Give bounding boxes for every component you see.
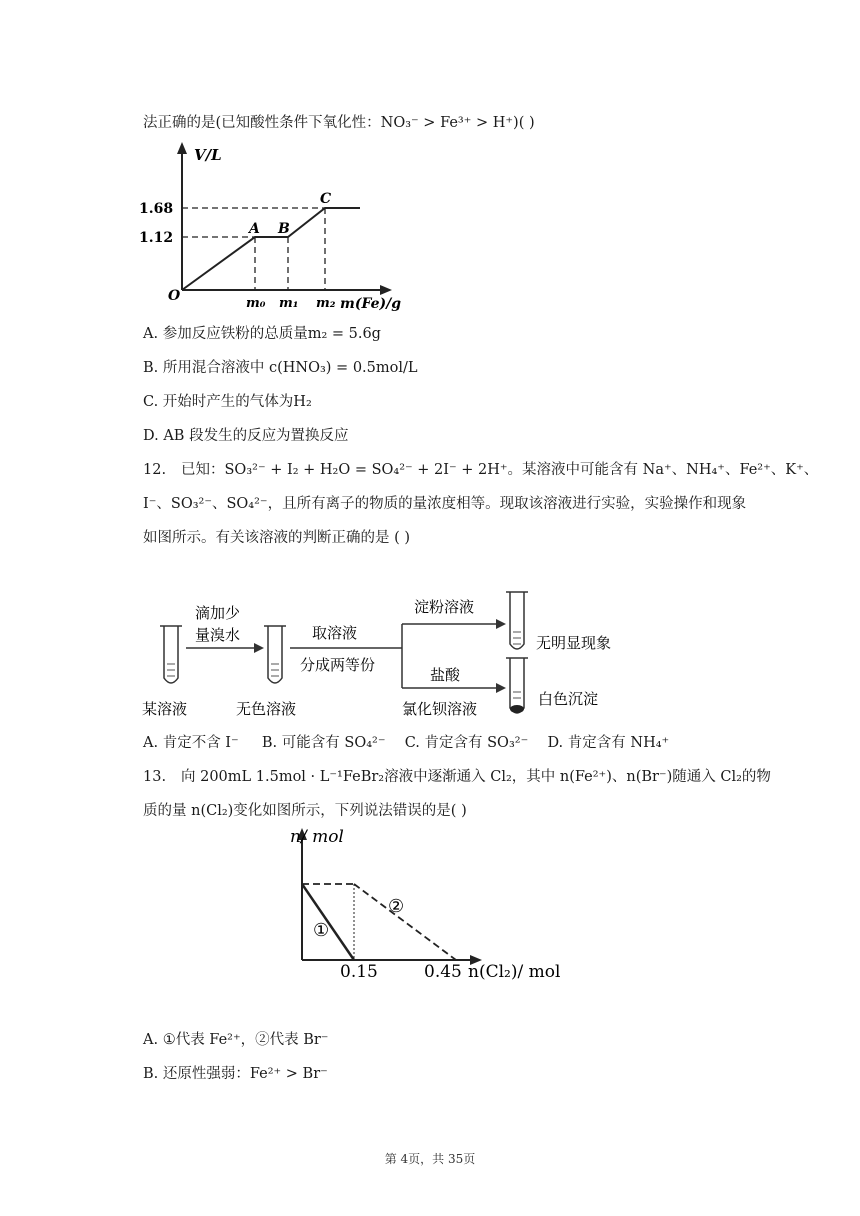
q11-x-axis-label: m(Fe)/g bbox=[340, 296, 402, 312]
q11-y-tick-2: 1.12 bbox=[139, 230, 174, 246]
q13-option-a: A. ①代表 Fe²⁺，②代表 Br⁻ bbox=[143, 1032, 329, 1048]
q13-stem-text-1: 向 200mL 1.5mol · L⁻¹FeBr₂溶液中逐渐通入 Cl₂，其中 n(Fe²⁺)、n(Br⁻)随通入 Cl₂的物 bbox=[181, 769, 771, 785]
q13-number: 13. bbox=[143, 769, 167, 785]
q11-point-c: C bbox=[320, 191, 332, 207]
q11-y-tick-1: 1.68 bbox=[139, 201, 174, 217]
page-footer: 第 4页，共 35页 bbox=[384, 1152, 476, 1166]
step1-bottom-label: 量溴水 bbox=[195, 626, 241, 644]
q11-option-b: B. 所用混合溶液中 c(HNO₃) = 0.5mol/L bbox=[143, 360, 418, 376]
branch1-reagent-label: 淀粉溶液 bbox=[414, 598, 475, 616]
q13-curve-1-label: ① bbox=[313, 920, 330, 941]
q11-point-b: B bbox=[278, 221, 290, 237]
q11-x-tick-1: m₀ bbox=[246, 296, 266, 311]
test-tube-mid-icon bbox=[264, 626, 286, 683]
q12-option-a: A. 肯定不含 I⁻ bbox=[143, 735, 239, 751]
q11-stem-tail: 法正确的是(已知酸性条件下氧化性：NO₃⁻ > Fe³⁺ > H⁺)( ) bbox=[143, 115, 535, 131]
q13-stem-line-1 bbox=[143, 767, 771, 787]
q13-x-axis-label: n(Cl₂)/ mol bbox=[468, 962, 561, 982]
test-tube-branch2-icon bbox=[506, 658, 528, 713]
q11-point-a: A bbox=[249, 221, 260, 237]
q11-volume-mass-graph bbox=[139, 140, 402, 315]
q13-curve-2-label: ② bbox=[388, 896, 405, 917]
test-tube-branch1-icon bbox=[506, 592, 528, 649]
branch1-result-label: 无明显现象 bbox=[536, 634, 612, 652]
q12-option-d: D. 肯定含有 NH₄⁺ bbox=[547, 735, 670, 751]
branch2-result-label: 白色沉淀 bbox=[538, 690, 599, 708]
q11-x-tick-3: m₂ bbox=[316, 296, 336, 311]
q13-stem-line-2: 质的量 n(Cl₂)变化如图所示，下列说法错误的是( ) bbox=[143, 803, 467, 819]
branch2-reagent-top-label: 盐酸 bbox=[430, 666, 461, 684]
branch2-reagent-bottom-label: 氯化钡溶液 bbox=[402, 700, 478, 718]
split-top-label: 取溶液 bbox=[312, 624, 358, 642]
q11-option-d: D. AB 段发生的反应为置换反应 bbox=[143, 428, 349, 444]
q12-number: 12. bbox=[143, 462, 167, 478]
start-solution-label: 某溶液 bbox=[142, 700, 188, 718]
q11-option-a: A. 参加反应铁粉的总质量m₂ = 5.6g bbox=[143, 326, 381, 342]
q13-ion-amount-graph bbox=[282, 822, 582, 984]
q13-x-tick-2: 0.45 bbox=[424, 962, 462, 982]
q12-stem-line-3: 如图所示。有关该溶液的判断正确的是 ( ) bbox=[143, 530, 411, 546]
q12-option-c: C. 肯定含有 SO₃²⁻ bbox=[404, 735, 529, 751]
q12-options-row bbox=[143, 733, 669, 753]
split-bottom-label: 分成两等份 bbox=[300, 656, 376, 674]
q12-option-b: B. 可能含有 SO₄²⁻ bbox=[261, 735, 386, 751]
q13-x-tick-1: 0.15 bbox=[340, 962, 378, 982]
q13-y-axis-label bbox=[290, 827, 344, 847]
q11-y-axis-label: V/L bbox=[194, 146, 222, 164]
q11-origin-label: O bbox=[168, 288, 181, 304]
q12-stem-text-1: 已知：SO₃²⁻ + I₂ + H₂O = SO₄²⁻ + 2I⁻ + 2H⁺。某溶液中可能含有 Na⁺、NH₄⁺、Fe²⁺、K⁺、 bbox=[181, 462, 819, 478]
q13-option-b: B. 还原性强弱：Fe²⁺ > Br⁻ bbox=[143, 1066, 328, 1082]
step1-top-label: 滴加少 bbox=[195, 604, 241, 622]
q11-option-c: C. 开始时产生的气体为H₂ bbox=[143, 394, 312, 410]
q13-y-axis-text: n/ mol bbox=[290, 827, 344, 847]
q11-x-tick-2: m₁ bbox=[279, 296, 299, 311]
q12-stem-line-1 bbox=[143, 460, 818, 480]
q12-stem-line-2: I⁻、SO₃²⁻、SO₄²⁻，且所有离子的物质的量浓度相等。现取该溶液进行实验，实验操作和现象 bbox=[143, 496, 747, 512]
q12-experiment-flowchart bbox=[140, 588, 650, 723]
mid-solution-label: 无色溶液 bbox=[236, 700, 297, 718]
test-tube-start-icon bbox=[160, 626, 182, 683]
